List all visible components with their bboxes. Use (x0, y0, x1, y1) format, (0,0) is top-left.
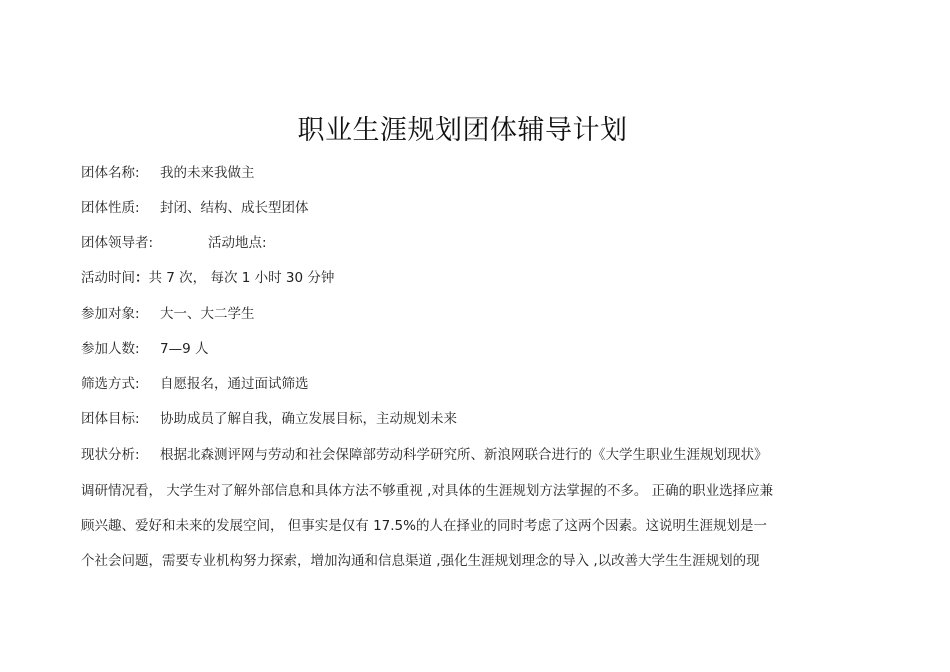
field-value: 自愿报名，通过面试筛选 (160, 376, 309, 392)
field-activity-time (81, 268, 334, 288)
field-label: 团体领导者: (81, 235, 154, 251)
field-label: 团体目标: (81, 411, 140, 427)
field-group-leader (81, 233, 267, 253)
field-label-location: 活动地点: (208, 235, 267, 251)
field-label: 参加对象: (81, 306, 140, 322)
field-analysis (81, 445, 768, 465)
field-value: 我的未来我做主 (160, 165, 255, 181)
field-label: 参加人数: (81, 341, 140, 357)
paragraph-line: 顾兴趣、爱好和未来的发展空间， 但事实是仅有 17.5%的人在择业的同时考虑了这两个因素。这说明生涯规划是一 (81, 518, 767, 534)
field-label: 筛选方式: (81, 376, 140, 392)
field-label: 团体名称: (81, 165, 140, 181)
field-value: 大一、大二学生 (160, 306, 255, 322)
field-value: 共 7 次， 每次 1 小时 30 分钟 (148, 270, 335, 286)
field-value: 根据北森测评网与劳动和社会保障部劳动科学研究所、新浪网联合进行的《大学生职业生涯规划现状》 (160, 447, 768, 463)
field-value: 封闭、结构、成长型团体 (160, 200, 309, 216)
field-screening (81, 374, 309, 394)
paragraph-line: 个社会问题，需要专业机构努力探索，增加沟通和信息渠道 ,强化生涯规划理念的导入 ,以改善大学生生涯规划的现 (81, 553, 760, 569)
field-colon: ： (135, 270, 149, 286)
page-title: 职业生涯规划团体辅导计划 (297, 115, 628, 146)
paragraph-line: 调研情况看， 大学生对了解外部信息和具体方法不够重视 ,对具体的生涯规划方法掌握的不多。 正确的职业选择应兼 (81, 483, 774, 499)
field-goal (81, 409, 457, 429)
field-label: 现状分析: (81, 447, 140, 463)
field-participants (81, 304, 255, 324)
field-participant-count (81, 339, 208, 359)
field-value: 7—9 人 (160, 341, 209, 357)
field-group-name (81, 163, 255, 183)
field-value: 协助成员了解自我，确立发展目标，主动规划未来 (160, 411, 457, 427)
field-label: 团体性质: (81, 200, 140, 216)
field-label: 活动时间 (81, 270, 135, 286)
field-group-nature (81, 198, 309, 218)
